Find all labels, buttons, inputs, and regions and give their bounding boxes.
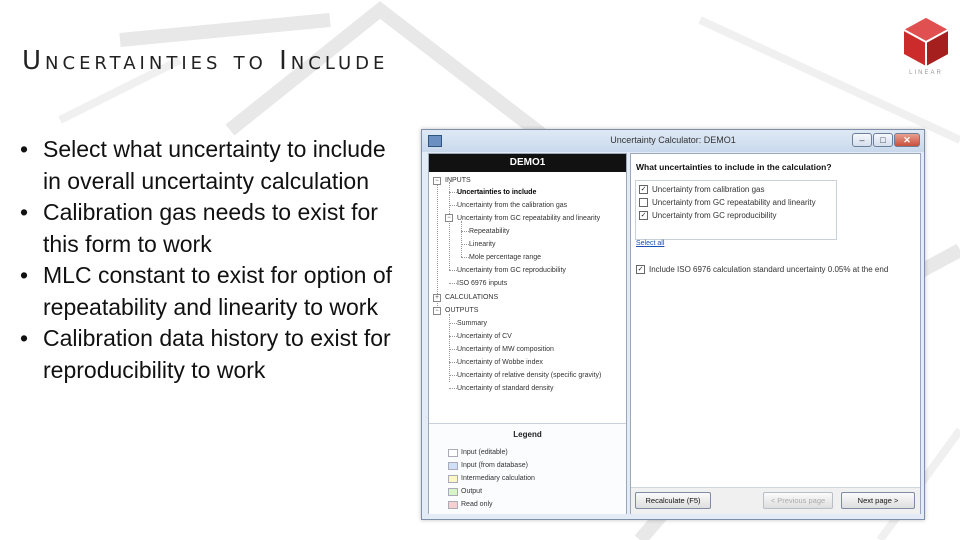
tree-item-calculations[interactable]: CALCULATIONS <box>445 294 499 301</box>
legend-item <box>461 475 535 482</box>
company-logo <box>898 14 954 84</box>
bullet-list <box>20 134 400 386</box>
window-titlebar[interactable] <box>422 130 924 152</box>
bullet-marker: • <box>20 325 29 351</box>
maximize-button[interactable]: □ <box>873 133 893 147</box>
next-page-button[interactable]: Next page > <box>841 492 915 509</box>
legend-swatch <box>448 462 458 470</box>
legend-swatch <box>448 488 458 496</box>
legend-swatch <box>448 449 458 457</box>
option-label: Uncertainty from GC reproducibility <box>652 211 777 220</box>
legend-label: Output <box>461 488 483 495</box>
window-title: Uncertainty Calculator: DEMO1 <box>610 135 736 145</box>
bullet-item <box>20 323 400 386</box>
slide-title: Uncertainties to Include <box>22 46 389 76</box>
legend <box>429 423 626 514</box>
tree-item-uncertainty-standard-density[interactable]: Uncertainty of standard density <box>457 385 554 392</box>
legend-title: Legend <box>513 430 542 439</box>
checkbox-checked-icon[interactable]: ✓ <box>640 186 647 194</box>
minimize-button[interactable]: – <box>852 133 872 147</box>
uncertainty-options-list <box>635 180 837 240</box>
bullet-text: Calibration data history to exist for reproducibility to work <box>43 325 391 383</box>
tree-item-inputs[interactable]: INPUTS <box>445 177 471 184</box>
legend-label: Read only <box>461 501 493 508</box>
legend-swatch <box>448 475 458 483</box>
tree-item-summary[interactable]: Summary <box>457 320 487 327</box>
option-label: Uncertainty from calibration gas <box>652 185 765 194</box>
tree-item-linearity[interactable]: Linearity <box>469 241 496 248</box>
iso-option-label: Include ISO 6976 calculation standard uncertainty 0.05% at the end <box>649 265 889 274</box>
legend-label: Input (from database) <box>461 462 528 469</box>
bullet-item <box>20 197 400 260</box>
tree-item-uncertainty-relative-density[interactable]: Uncertainty of relative density (specific gravity) <box>457 372 602 379</box>
checkbox-checked-icon[interactable]: ✓ <box>640 212 647 220</box>
option-gc-reproducibility[interactable] <box>639 211 776 220</box>
project-header: DEMO1 <box>429 154 626 172</box>
collapse-toggle-icon[interactable]: − <box>433 177 441 185</box>
tree-item-repeatability[interactable]: Repeatability <box>469 228 510 235</box>
tree-item-gc-reproducibility[interactable]: Uncertainty from GC reproducibility <box>457 267 566 274</box>
navigation-pane <box>428 153 627 514</box>
tree-item-uncertainty-wobbe[interactable]: Uncertainty of Wobbe index <box>457 359 543 366</box>
legend-item <box>461 449 508 456</box>
collapse-toggle-icon[interactable]: − <box>433 307 441 315</box>
bullet-item <box>20 134 400 197</box>
form-question: What uncertainties to include in the calculation? <box>636 162 832 172</box>
close-button[interactable]: ✕ <box>894 133 920 147</box>
uncertainty-calculator-window <box>421 129 925 520</box>
button-bar <box>631 487 920 514</box>
form-pane <box>630 153 921 514</box>
checkbox-checked-icon[interactable]: ✓ <box>637 266 644 274</box>
option-calibration-gas[interactable] <box>639 185 765 194</box>
legend-label: Intermediary calculation <box>461 475 535 482</box>
tree-item-outputs[interactable]: OUTPUTS <box>445 307 479 314</box>
bullet-text: MLC constant to exist for option of repeatability and linearity to work <box>43 262 393 320</box>
legend-item <box>461 501 493 508</box>
expand-toggle-icon[interactable]: + <box>433 294 441 302</box>
collapse-toggle-icon[interactable]: − <box>445 214 453 222</box>
tree-item-uncertainty-mw[interactable]: Uncertainty of MW composition <box>457 346 554 353</box>
option-label: Uncertainty from GC repeatability and linearity <box>652 198 816 207</box>
legend-label: Input (editable) <box>461 449 508 456</box>
tree-item-calibration-gas[interactable]: Uncertainty from the calibration gas <box>457 202 568 209</box>
bullet-text: Select what uncertainty to include in overall uncertainty calculation <box>43 136 386 194</box>
checkbox-unchecked-icon[interactable] <box>639 198 648 207</box>
bullet-marker: • <box>20 199 29 225</box>
tree-item-uncertainties-to-include[interactable]: Uncertainties to include <box>457 189 537 196</box>
bullet-marker: • <box>20 262 29 288</box>
tree-item-gc-repeatability[interactable]: Uncertainty from GC repeatability and linearity <box>457 215 601 222</box>
logo-text: LINEAR <box>909 70 943 76</box>
legend-swatch <box>448 501 458 509</box>
tree-item-uncertainty-cv[interactable]: Uncertainty of CV <box>457 333 512 340</box>
bullet-text: Calibration gas needs to exist for this form to work <box>43 199 378 257</box>
legend-item <box>461 462 528 469</box>
iso-option[interactable] <box>636 265 888 274</box>
bullet-marker: • <box>20 136 29 162</box>
recalculate-button[interactable]: Recalculate (F5) <box>635 492 711 509</box>
tree-item-iso-inputs[interactable]: ISO 6976 inputs <box>457 280 508 287</box>
select-all-link[interactable]: Select all <box>636 240 665 247</box>
legend-item <box>461 488 482 495</box>
previous-page-button[interactable]: < Previous page <box>763 492 833 509</box>
cube-logo-icon <box>898 14 954 70</box>
tree-item-mole-percentage-range[interactable]: Mole percentage range <box>469 254 541 261</box>
option-gc-repeatability[interactable] <box>639 198 816 207</box>
bullet-item <box>20 260 400 323</box>
